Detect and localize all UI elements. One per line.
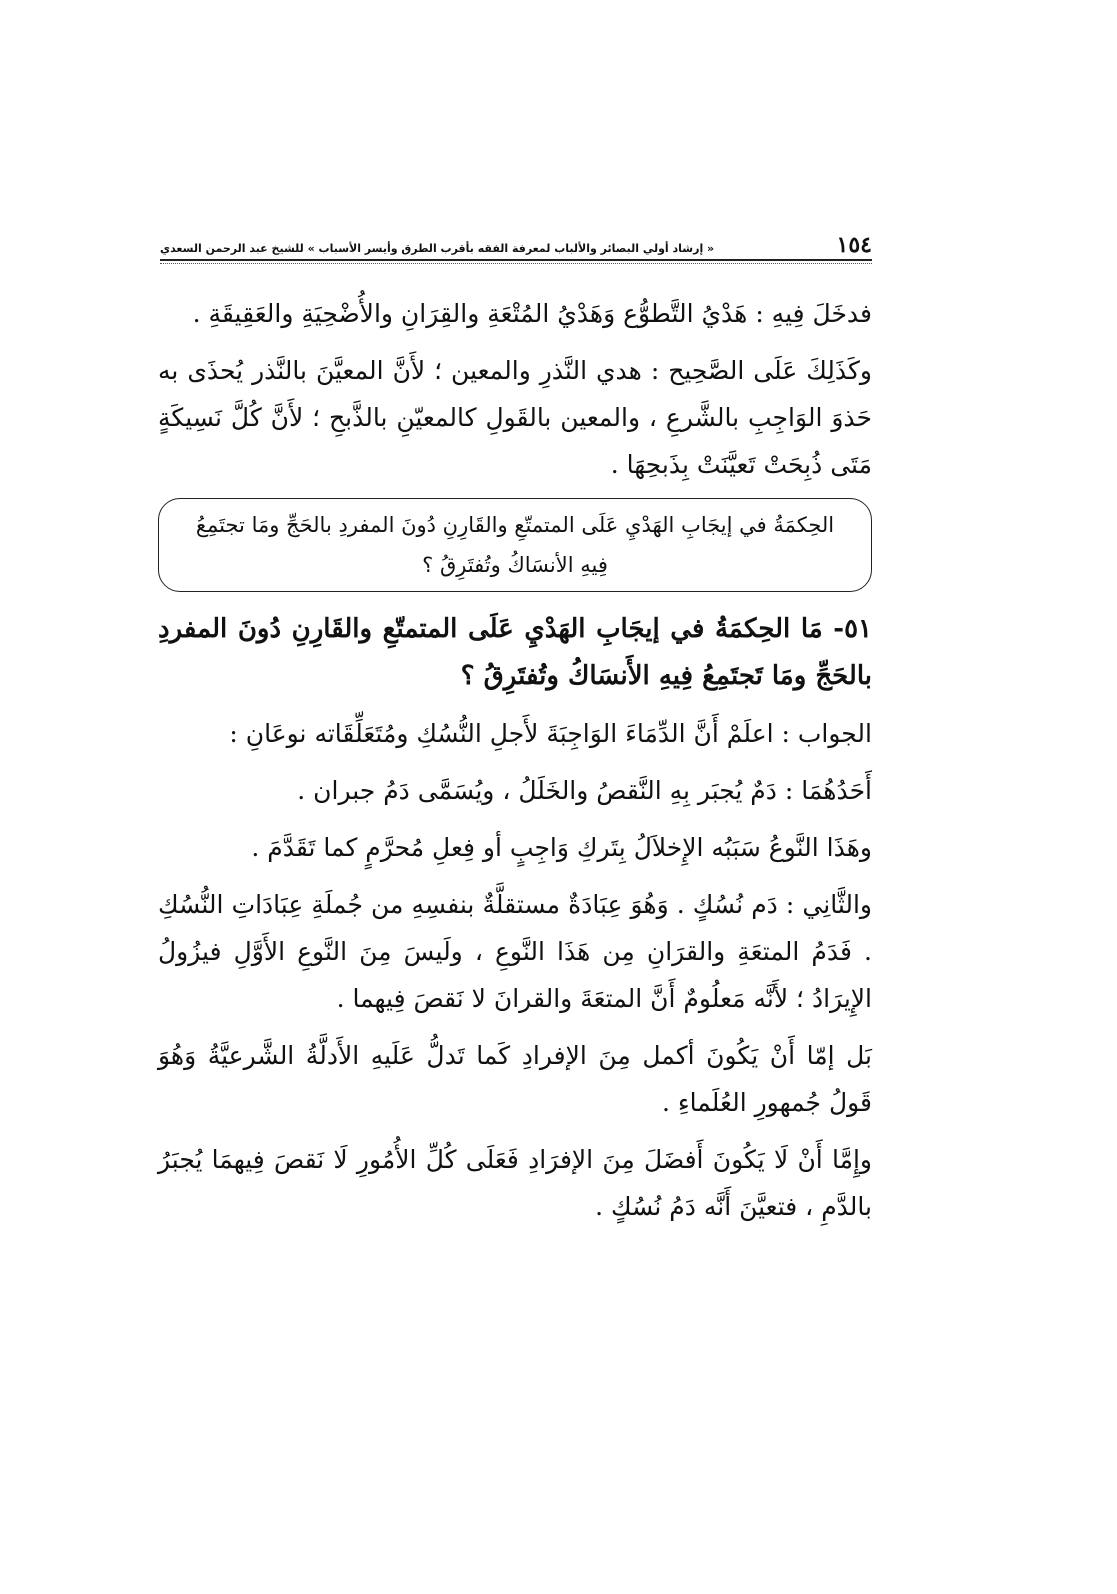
page-body	[158, 290, 872, 1240]
page-number: ١٥٤	[836, 232, 872, 258]
paragraph-type-two: والثَّانِي : دَم نُسُكٍ . وَهُوَ عِبَادَةٌ مستقلَّةٌ بنفسِهِ من جُملَةِ عِبَادَاتِ النُّسُكِ . فَدَمُ المتعَةِ والقرَانِ مِن هَذَا النَّوعِ ، ولَيسَ مِنَ النَّوعِ الأَوَّلِ فيزُولُ الإِيرَادُ ؛ لأَنَّه مَعلُومٌ أَنَّ المتعَةَ والقرانَ لا نَقصَ فِيهما .	[158, 890, 872, 1013]
paragraph-included-sacrifices: فدخَلَ فِيهِ : هَدْيُ التَّطوُّع وَهَدْيُ المُتْعَةِ والقِرَانِ والأُضْحِيَةِ والعَقِيقَةِ .	[192, 299, 872, 328]
paragraph-type-one: أَحَدُهُمَا : دَمٌ يُجبَر بِهِ النَّقصُ والخَلَلُ ، ويُسَمَّى دَمُ جبران .	[297, 776, 872, 805]
paragraph-more-complete: بَل إمّا أَنْ يَكُونَ أكمل مِنَ الإفرادِ كَما تَدلُّ عَلَيهِ الأَدلَّةُ الشَّرعيَّةُ وَهُوَ قَولُ جُمهورِ العُلَماءِ .	[158, 1041, 872, 1117]
page-header	[160, 226, 872, 258]
header-rule	[160, 259, 872, 261]
paragraph-type-one-cause: وهَذَا النَّوعُ سَبَبُه الإِخلاَلُ بِتَركِ وَاجِبٍ أو فِعلِ مُحرَّمٍ كما تَقَدَّمَ .	[251, 833, 872, 862]
question-51: ٥١- مَا الحِكمَةُ في إيجَابِ الهَدْيِ عَلَى المتمتّعِ والقَارِنِ دُونَ المفردِ بالحَجِّ ومَا تَجتَمِعُ فِيهِ الأَنسَاكُ وتُفتَرِقُ ؟	[158, 614, 872, 691]
header-dotted-rule	[160, 263, 872, 264]
paragraph-vowed-sacrifice: وكَذَلِكَ عَلَى الصَّحِيح : هدي النَّذرِ والمعين ؛ لأَنَّ المعيَّنَ بالنَّذر يُحذَى به حَذوَ الوَاجِبِ بالشَّرعِ ، والمعين بالقَولِ كالمعيّنِ بالذَّبحِ ؛ لأَنَّ كُلَّ نَسِيكَةٍ مَتَى ذُبِحَتْ تَعيَّنَتْ بِذَبحِهَا .	[158, 356, 872, 479]
answer-intro: الجواب : اعلَمْ أَنَّ الدِّمَاءَ الوَاجِبَةَ لأَجلِ النُّسُكِ ومُتَعَلِّقَاته نوعَانِ :	[229, 719, 872, 748]
paragraph-conclusion: وإِمَّا أَنْ لَا يَكُونَ أَفضَلَ مِنَ الإفرَادِ فَعَلَى كُلِّ الأُمُورِ لَا نَقصَ فِيهمَا يُجبَرُ بالدَّمِ ، فتعيَّنَ أَنَّه دَمُ نُسُكٍ .	[158, 1145, 872, 1221]
running-title: « إرشاد أولي البصائر والألباب لمعرفة الفقه بأقرب الطرق وأيسر الأسباب » للشيخ عبد الرحمن السعدي	[160, 242, 715, 255]
section-heading-box: الحِكمَةُ في إيجَابِ الهَدْيِ عَلَى المتمتّعِ والقَارِنِ دُونَ المفردِ بالحَجِّ ومَا تجتَمِعُ فِيهِ الأنسَاكُ وتُفتَرِقُ ؟	[158, 498, 872, 592]
